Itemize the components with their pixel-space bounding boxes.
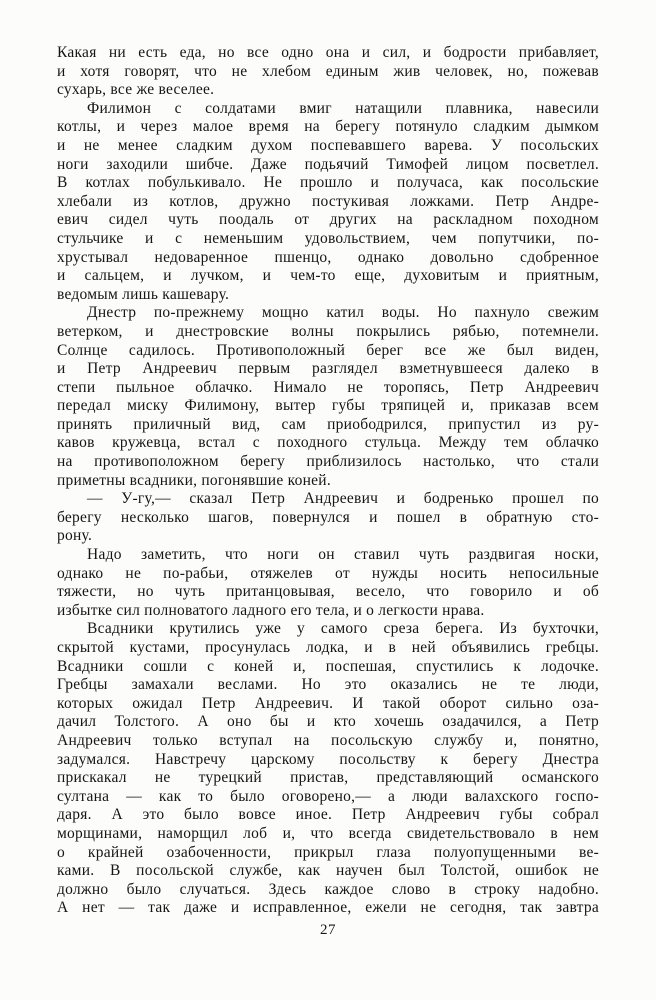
text-line: и сальцем, и лучком, и чем-то еще, духовитым и приятным,	[57, 267, 599, 285]
text-line: степи пыльное облачко. Нимало не торопясь, Петр Андреевич	[57, 378, 599, 396]
text-line: берегу несколько шагов, повернулся и пошел в обратную сто-	[57, 508, 599, 526]
text-line: султана — как то было оговорено,— а люди валахского госпо-	[57, 787, 599, 805]
page-text	[57, 44, 599, 918]
text-line: на противоположном берегу приблизилось настолько, что стали	[57, 453, 599, 471]
text-line: и хотя говорят, что не хлебом единым жив человек, но, пожевав	[57, 62, 599, 80]
text-line: хлебали из котлов, дружно постукивая ложками. Петр Андре-	[57, 192, 599, 210]
paragraph	[57, 304, 599, 490]
text-line: сухарь, все же веселее.	[57, 81, 215, 99]
text-line: хрустывал недоваренное пшенцо, однако довольно сдобренное	[57, 248, 599, 266]
text-line: морщинами, наморщил лоб и, что всегда свидетельствовало в нем	[57, 824, 599, 842]
text-line: евич сидел чуть поодаль от других на раскладном походном	[57, 211, 599, 229]
text-line: даря. А это было вовсе иное. Петр Андреевич губы собрал	[57, 806, 599, 824]
text-line: ветерком, и днестровские волны покрылись рябью, потемнели.	[57, 322, 599, 340]
text-line: о крайней озабоченности, прикрыл глаза полуопущенными ве-	[57, 843, 599, 861]
text-line: Всадники сошли с коней и, поспешая, спустились к лодочке.	[57, 657, 599, 675]
text-line: избытке сил полноватого ладного его тела, и о легкости нрава.	[57, 601, 485, 619]
text-line: Филимон с солдатами вмиг натащили плавника, навесили	[87, 99, 599, 117]
text-line: Днестр по-прежнему мощно катил воды. Но пахнуло свежим	[87, 304, 599, 322]
paragraph	[57, 100, 599, 305]
text-line: ноги заходили шибче. Даже подьячий Тимофей лицом посветлел.	[57, 155, 599, 173]
text-line: задумался. Навстречу царскому посольству к берегу Днестра	[57, 750, 599, 768]
text-line: однако не по-рабьи, отяжелев от нужды носить непосильные	[57, 564, 599, 582]
text-line: передал миску Филимону, вытер губы тряпицей и, приказав всем	[57, 397, 599, 415]
paragraph	[57, 620, 599, 918]
text-line: прискакал не турецкий пристав, представляющий османского	[57, 769, 599, 787]
paragraph	[57, 546, 599, 620]
text-line: ками. В посольской службе, как научен был Толстой, ошибок не	[57, 862, 599, 880]
text-line: которых ожидал Петр Андреевич. И такой оборот сильно оза-	[57, 694, 599, 712]
text-line: и Петр Андреевич первым разглядел взметнувшееся далеко в	[57, 360, 599, 378]
text-line: Надо заметить, что ноги он ставил чуть раздвигая носки,	[87, 546, 599, 564]
text-line: Гребцы замахали веслами. Но это оказались не те люди,	[57, 676, 599, 694]
text-line: кавов кружевца, встал с походного стульца. Между тем облачко	[57, 434, 599, 452]
text-line: принять приличный вид, сам приободрился, припустил из ру-	[57, 415, 599, 433]
text-line: должно было случаться. Здесь каждое слово в строку надобно.	[57, 880, 599, 898]
text-line: — У-гу,— сказал Петр Андреевич и бодренько прошел по	[87, 490, 599, 508]
text-line: Солнце садилось. Противоположный берег все же был виден,	[57, 341, 599, 359]
text-line: рону.	[57, 527, 93, 545]
text-line: стульчике и с неменьшим удовольствием, чем попутчики, по-	[57, 229, 599, 247]
text-line: Андреевич только вступал на посольскую службу и, понятно,	[57, 731, 599, 749]
text-line: В котлах побулькивало. Не прошло и получаса, как посольские	[57, 174, 599, 192]
text-line: Всадники крутились уже у самого среза берега. Из бухточки,	[87, 620, 599, 638]
text-line: Какая ни есть еда, но все одно она и сил, и бодрости прибавляет,	[57, 44, 599, 61]
text-line: скрытой кустами, просунулась лодка, и в ней объявились гребцы.	[57, 639, 599, 656]
text-line: тяжести, но чуть пританцовывая, весело, что говорило и об	[57, 583, 599, 601]
paragraph	[57, 44, 599, 100]
text-line: А нет — так даже и исправленное, ежели не сегодня, так завтра	[57, 899, 599, 917]
text-line: и не менее сладким духом поспевавшего варева. У посольских	[57, 136, 599, 154]
paragraph	[57, 490, 599, 546]
text-line: ведомым лишь кашевару.	[57, 285, 230, 303]
text-line: дачил Толстого. А оно бы и кто хочешь озадачился, а Петр	[57, 713, 599, 731]
text-line: котлы, и через малое время на берегу потянуло сладким дымком	[57, 118, 599, 136]
page-number: 27	[320, 922, 336, 938]
text-line: приметны всадники, погонявшие коней.	[57, 471, 331, 489]
